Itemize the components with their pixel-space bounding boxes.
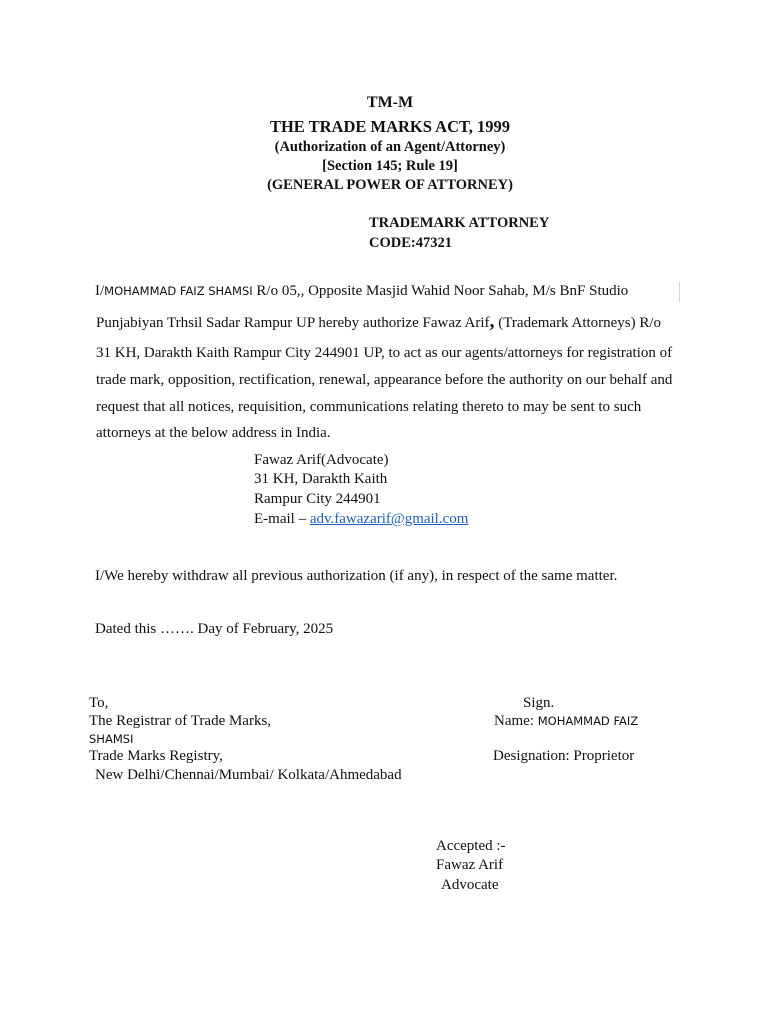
- authorization-type: (Authorization of an Agent/Attorney): [274, 139, 506, 155]
- line1-prefix: I/: [95, 283, 105, 299]
- attorney-city: Rampur City 244901: [254, 491, 381, 507]
- act-title: THE TRADE MARKS ACT, 1999: [269, 117, 511, 136]
- text-cursor: [679, 282, 680, 302]
- attorney-street: 31 KH, Darakth Kaith: [254, 471, 388, 487]
- attorney-title: TRADEMARK ATTORNEY: [369, 215, 550, 231]
- withdrawal-statement: I/We hereby withdraw all previous authorization (if any), in respect of the same matter.: [95, 568, 618, 584]
- signatory-name: MOHAMMAD FAIZ: [537, 714, 639, 728]
- attorney-email-line: [254, 511, 468, 528]
- dated-line: Dated this ……. Day of February, 2025: [95, 621, 334, 637]
- recipient-registrar: The Registrar of Trade Marks,: [89, 713, 272, 729]
- authorization-line-5: request that all notices, requisition, communications relating thereto to may be sent to such: [96, 399, 642, 415]
- authorization-line-4: trade mark, opposition, rectification, renewal, appearance before the authority on our behalf and: [96, 372, 673, 388]
- form-code: TM-M: [366, 94, 414, 111]
- signatory-name-continued: SHAMSI: [89, 732, 134, 746]
- applicant-name: MOHAMMAD FAIZ SHAMSI: [104, 284, 253, 298]
- authorization-line-1: [95, 283, 628, 300]
- authorization-line-3: 31 KH, Darakth Kaith Rampur City 244901 UP, to act as our agents/attorneys for registration of: [96, 345, 673, 361]
- name-label: Name:: [494, 713, 538, 729]
- recipient-locations: New Delhi/Chennai/Mumbai/ Kolkata/Ahmedabad: [95, 767, 402, 783]
- accepted-name: Fawaz Arif: [436, 857, 504, 873]
- section-rule: [Section 145; Rule 19]: [322, 158, 458, 174]
- attorney-code: CODE:47321: [369, 235, 452, 251]
- recipient-to: To,: [89, 695, 109, 711]
- email-link[interactable]: adv.fawazarif@gmail.com: [309, 511, 469, 527]
- authorization-line-2: [96, 310, 662, 332]
- line2-b: (Trademark Attorneys) R/o: [494, 315, 662, 331]
- signatory-name-line: [494, 713, 638, 730]
- sign-label: Sign.: [523, 695, 555, 711]
- signatory-designation: Designation: Proprietor: [493, 748, 635, 764]
- line2-comma: ,: [489, 310, 495, 332]
- line1-rest: R/o 05,, Opposite Masjid Wahid Noor Sahab, M/s BnF Studio: [252, 283, 629, 299]
- accepted-label: Accepted :-: [436, 838, 506, 854]
- line2-a: Punjabiyan Trhsil Sadar Rampur UP hereby authorize Fawaz Arif: [96, 315, 490, 331]
- attorney-name: Fawaz Arif(Advocate): [254, 452, 389, 468]
- email-prefix: E-mail –: [254, 511, 310, 527]
- poa-type: (GENERAL POWER OF ATTORNEY): [267, 177, 513, 193]
- authorization-line-6: attorneys at the below address in India.: [96, 425, 331, 441]
- recipient-registry: Trade Marks Registry,: [89, 748, 223, 764]
- accepted-title: Advocate: [441, 877, 499, 893]
